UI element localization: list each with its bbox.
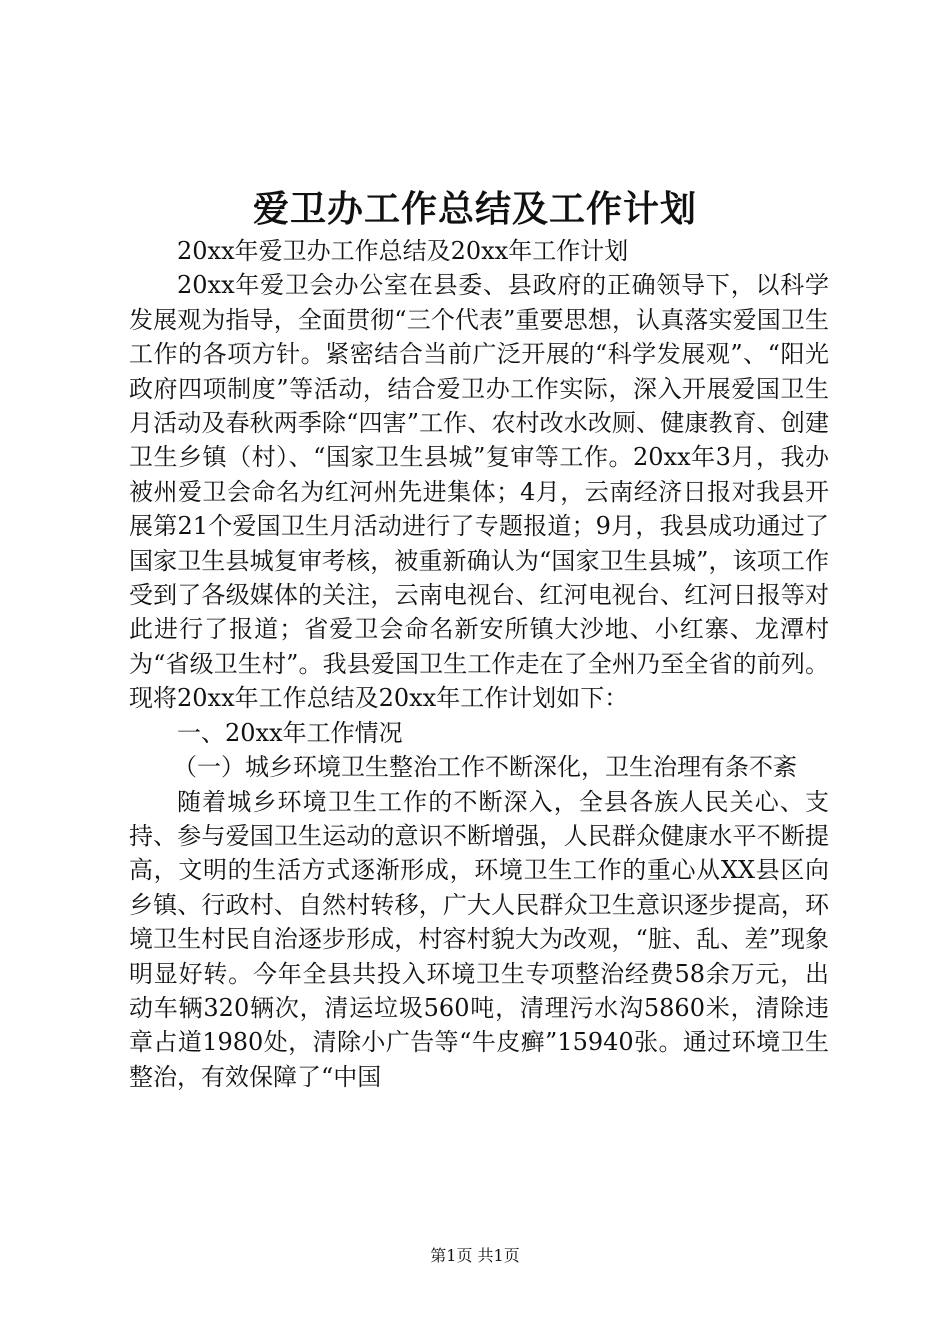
section-heading: 一、20xx年工作情况: [177, 718, 403, 747]
subsection-heading: （一）城乡环境卫生整治工作不断深化，卫生治理有条不紊: [173, 753, 797, 782]
summary-paragraph: 20xx年爱卫会办公室在县委、县政府的正确领导下，以科学发展观为指导，全面贯彻“三个代表”重要思想，认真落实爱国卫生工作的各项方针。紧密结合当前广泛开展的“科学发展观”、“阳光政府四项制度”等活动，结合爱卫办工作实际，深入开展爱国卫生月活动及春秋两季除“四害”工作、农村改水改厕、健康教育、创建卫生乡镇（村）、“国家卫生县城”复审等工作。20xx年3月，我办被州爱卫会命名为红河州先进集体；4月，云南经济日报对我县开展第21个爱国卫生月活动进行了专题报道；9月，我县成功通过了国家卫生县城复审考核，被重新确认为“国家卫生县城”，该项工作受到了各级媒体的关注，云南电视台、红河电视台、红河日报等对此进行了报道；省爱卫会命名新安所镇大沙地、小红寨、龙潭村为“省级卫生村”。我县爱国卫生工作走在了全州乃至全省的前列。现将20xx年工作总结及20xx年工作计划如下：: [129, 271, 829, 713]
document-body: [129, 234, 829, 1094]
document-title: 爱卫办工作总结及工作计划: [252, 188, 697, 230]
page-footer: 第1页 共1页: [430, 1246, 520, 1265]
environment-paragraph: 随着城乡环境卫生工作的不断深入，全县各族人民关心、支持、参与爱国卫生运动的意识不断增强，人民群众健康水平不断提高，文明的生活方式逐渐形成，环境卫生工作的重心从XX县区向乡镇、行政村、自然村转移，广大人民群众卫生意识逐步提高，环境卫生村民自治逐步形成，村容村貌大为改观，“脏、乱、差”现象明显好转。今年全县共投入环境卫生专项整治经费58余万元，出动车辆320辆次，清运垃圾560吨，清理污水沟5860米，清除违章占道1980处，清除小广告等“牛皮癣”15940张。通过环境卫生整治，有效保障了“中国: [129, 787, 829, 1091]
intro-heading-paragraph: 20xx年爱卫办工作总结及20xx年工作计划: [177, 237, 629, 265]
